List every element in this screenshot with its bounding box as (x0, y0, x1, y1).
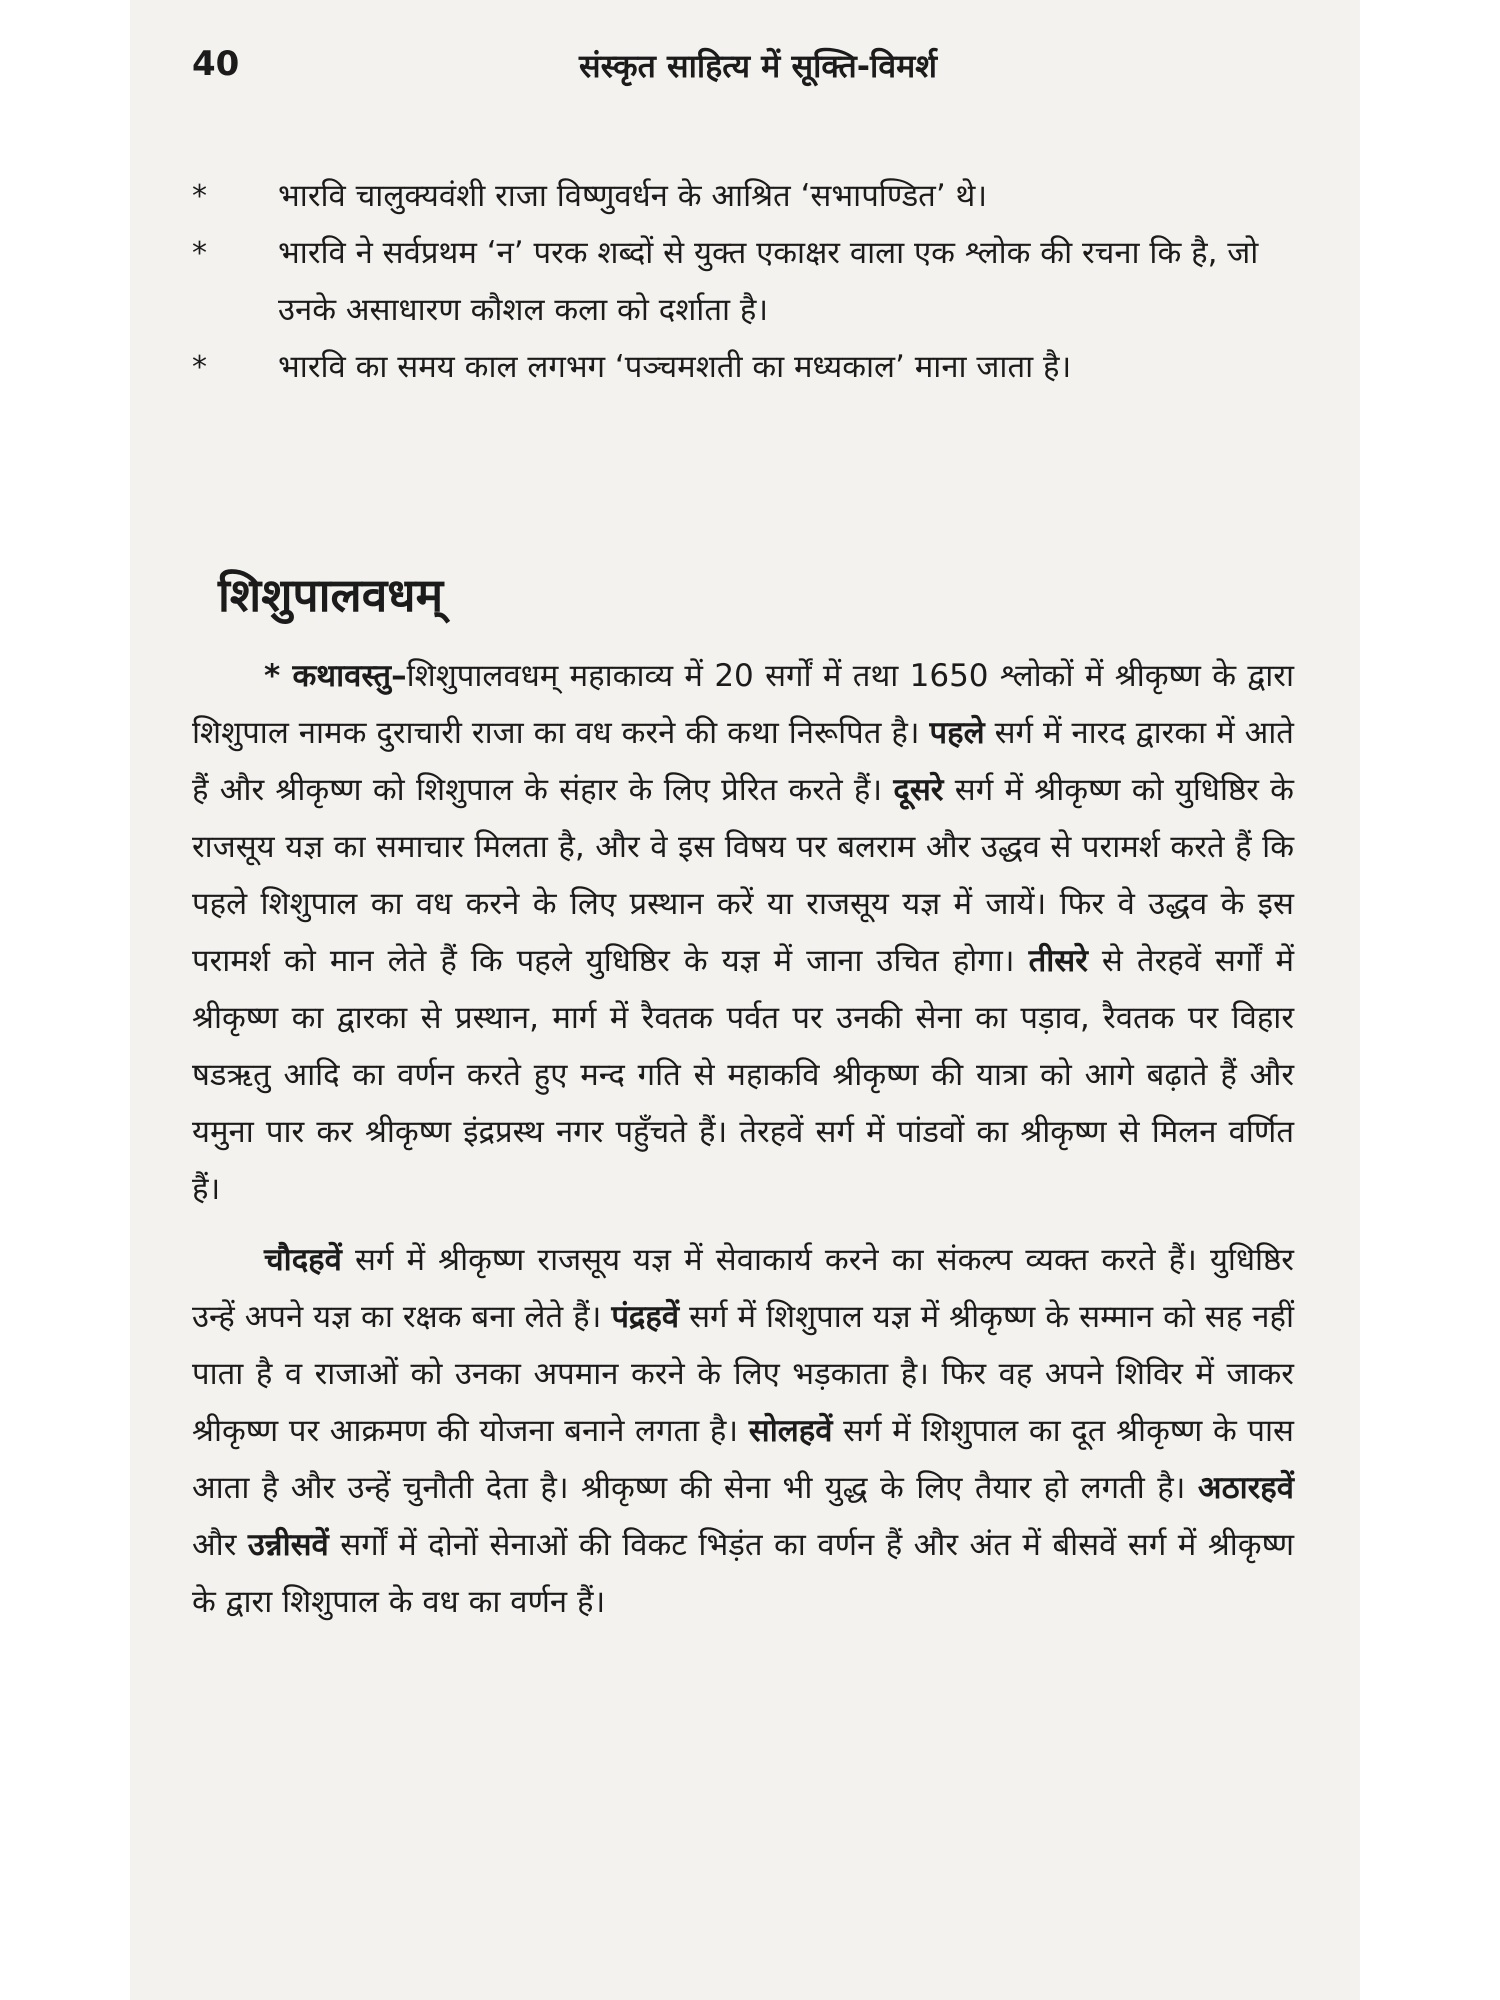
bullet-marker: * (192, 179, 207, 214)
bullet-marker: * (192, 236, 207, 271)
plot-lead: * कथावस्तु– (264, 658, 407, 694)
bold-term: चौदहवें (264, 1242, 342, 1278)
bold-term: अठारहवें (1197, 1470, 1294, 1506)
bullet-item (192, 225, 1292, 339)
section-body (192, 648, 1294, 1631)
bold-term: सोलहवें (748, 1413, 833, 1449)
text-run: सर्ग में श्रीकृष्ण को युधिष्ठिर के राजसूय यज्ञ का समाचार मिलता है, और वे इस विषय पर बलराम और उद्धव से परामर्श करते हैं कि पहले शिशुपाल का वध करने के लिए प्रस्थान करें या राजसूय यज्ञ में जायें। फिर वे उद्धव के इस परामर्श को मान लेते हैं कि पहले युधिष्ठिर के यज्ञ में जाना उचित होगा। (192, 772, 1294, 979)
bullet-text: भारवि चालुक्यवंशी राजा विष्णुवर्धन के आश्रित ‘सभापण्डित’ थे। (278, 178, 988, 214)
text-run: से तेरहवें सर्गों में श्रीकृष्ण का द्वारका से प्रस्थान, मार्ग में रैवतक पर्वत पर उनकी सेना का पड़ाव, रैवतक पर विहार षडऋतु आदि का वर्णन करते हुए मन्द गति से महाकवि श्रीकृष्ण की यात्रा को आगे बढ़ाते हैं और यमुना पार कर श्रीकृष्ण इंद्रप्रस्थ नगर पहुँचते हैं। तेरहवें सर्ग में पांडवों का श्रीकृष्ण से मिलन वर्णित हैं। (192, 943, 1294, 1207)
text-run: सर्ग में श्रीकृष्ण राजसूय यज्ञ में सेवाकार्य करने का संकल्प व्यक्त करते हैं। युधिष्ठिर उन्हें अपने यज्ञ का रक्षक बना लेते हैं। (192, 1242, 1294, 1335)
text-run: और (192, 1527, 248, 1563)
text-run: शिशुपालवधम् महाकाव्य में 20 सर्गों में तथा 1650 श्लोकों में श्रीकृष्ण के द्वारा शिशुपाल नामक दुराचारी राजा का वध करने की कथा निरूपित है। (192, 658, 1294, 751)
bullet-item (192, 339, 1292, 396)
bullet-text: भारवि का समय काल लगभग ‘पञ्चमशती का मध्यकाल’ माना जाता है। (278, 349, 1072, 385)
bold-term: पंद्रहवें (611, 1299, 680, 1335)
text-run: सर्ग में नारद द्वारका में आते हैं और श्रीकृष्ण को शिशुपाल के संहार के लिए प्रेरित करते हैं। (192, 715, 1294, 808)
text-run: सर्गों में दोनों सेनाओं की विकट भिड़ंत का वर्णन हैं और अंत में बीसवें सर्ग में श्रीकृष्ण के द्वारा शिशुपाल के वध का वर्णन हैं। (192, 1527, 1295, 1620)
paragraph-plot (192, 648, 1294, 1218)
bullet-item (192, 168, 1292, 225)
bold-term: पहले (929, 715, 985, 751)
text-run: सर्ग में शिशुपाल यज्ञ में श्रीकृष्ण के सम्मान को सह नहीं पाता है व राजाओं को उनका अपमान करने के लिए भड़काता है। फिर वह अपने शिविर में जाकर श्रीकृष्ण पर आक्रमण की योजना बनाने लगता है। (192, 1299, 1295, 1449)
running-title: संस्कृत साहित्य में सूक्ति-विमर्श (578, 47, 938, 85)
book-page (130, 0, 1360, 2000)
bullet-marker: * (192, 350, 207, 385)
bullet-text: भारवि ने सर्वप्रथम ‘न’ परक शब्दों से युक्त एकाक्षर वाला एक श्लोक की रचना कि है, जो उनके असाधारण कौशल कला को दर्शाता है। (278, 235, 1259, 328)
section-heading: शिशुपालवधम् (218, 568, 444, 622)
page-header (192, 44, 1324, 94)
bold-term: तीसरे (1028, 943, 1088, 979)
bullet-list (192, 168, 1292, 396)
page-number: 40 (192, 44, 240, 84)
bold-term: उन्नीसवें (247, 1527, 329, 1563)
bold-term: दूसरे (893, 772, 944, 808)
paragraph-later-cantos (192, 1232, 1294, 1631)
text-run: सर्ग में शिशुपाल का दूत श्रीकृष्ण के पास आता है और उन्हें चुनौती देता है। श्रीकृष्ण की सेना भी युद्ध के लिए तैयार हो लगती है। (192, 1413, 1294, 1506)
